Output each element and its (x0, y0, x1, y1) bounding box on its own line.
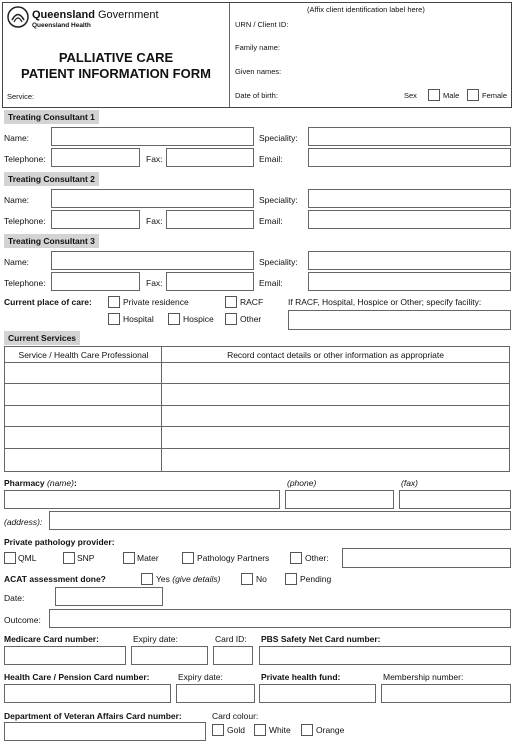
other-care-label: Other (240, 314, 262, 324)
pathology-other-label: Other: (305, 553, 329, 563)
consultant-2-name-input[interactable] (51, 189, 254, 208)
consultant-3-email-input[interactable] (308, 272, 511, 291)
consultant-1-telephone-label: Telephone: (4, 154, 46, 164)
consultant-1-speciality-input[interactable] (308, 127, 511, 146)
dva-card-input[interactable] (4, 722, 206, 741)
racf-label: RACF (240, 297, 264, 307)
pharmacy-phone-input[interactable] (285, 490, 394, 509)
pension-expiry-input[interactable] (176, 684, 255, 703)
pbs-card-label: PBS Safety Net Card number: (261, 634, 381, 644)
pbs-card-input[interactable] (259, 646, 511, 665)
services-row-2[interactable] (5, 383, 509, 401)
pension-card-label: Health Care / Pension Card number: (4, 672, 150, 682)
acat-date-label: Date: (4, 593, 25, 603)
specify-facility-input[interactable] (288, 310, 511, 330)
male-label: Male (443, 91, 460, 100)
services-table (4, 346, 510, 472)
place-of-care-label: Current place of care: (4, 297, 92, 307)
acat-yes-label: Yes (156, 574, 170, 584)
hospital-label: Hospital (123, 314, 154, 324)
pharmacy-fax-input[interactable] (399, 490, 511, 509)
consultant-3-heading: Treating Consultant 3 (4, 234, 99, 248)
hospital-checkbox[interactable] (108, 313, 120, 325)
acat-no-checkbox[interactable] (241, 573, 253, 585)
consultant-1-email-label: Email: (259, 154, 283, 164)
consultant-3-name-input[interactable] (51, 251, 254, 270)
orange-label: Orange (316, 725, 345, 735)
consultant-3-telephone-input[interactable] (51, 272, 140, 291)
header-divider (229, 3, 230, 107)
pharmacy-label-group (4, 478, 77, 488)
male-checkbox[interactable] (428, 89, 440, 101)
service-label: Service: (7, 92, 35, 101)
pharmacy-phone-label: (phone) (287, 478, 317, 488)
consultant-2-email-input[interactable] (308, 210, 511, 229)
card-colour-label: Card colour: (212, 711, 259, 721)
pathology-label: Private pathology provider: (4, 537, 115, 547)
acat-pending-label: Pending (300, 574, 332, 584)
pharmacy-address-label: (address): (4, 517, 43, 527)
pathology-partners-checkbox[interactable] (182, 552, 194, 564)
membership-label: Membership number: (383, 672, 464, 682)
female-checkbox[interactable] (467, 89, 479, 101)
pharmacy-name-hint: (name) (47, 478, 74, 488)
org-suffix: Government (98, 9, 159, 21)
consultant-2-name-label: Name: (4, 195, 30, 205)
acat-outcome-input[interactable] (49, 609, 511, 628)
consultant-3-name-label: Name: (4, 257, 30, 267)
mater-checkbox[interactable] (123, 552, 135, 564)
medicare-card-id-label: Card ID: (215, 634, 247, 644)
acat-pending-checkbox[interactable] (285, 573, 297, 585)
snp-checkbox[interactable] (63, 552, 75, 564)
dva-card-label: Department of Veteran Affairs Card number: (4, 711, 182, 721)
pharmacy-colon: : (73, 478, 77, 488)
pathology-other-input[interactable] (342, 548, 511, 568)
other-care-checkbox[interactable] (225, 313, 237, 325)
acat-yes-checkbox[interactable] (141, 573, 153, 585)
consultant-1-telephone-input[interactable] (51, 148, 140, 167)
form-title-line1: PALLIATIVE CARE (58, 50, 174, 65)
medicare-card-id-input[interactable] (213, 646, 253, 665)
consultant-2-speciality-label: Speciality: (259, 195, 298, 205)
consultant-1-heading: Treating Consultant 1 (4, 110, 99, 124)
consultant-3-speciality-input[interactable] (308, 251, 511, 270)
pension-card-input[interactable] (4, 684, 171, 703)
consultant-2-heading: Treating Consultant 2 (4, 172, 99, 186)
consultant-1-email-input[interactable] (308, 148, 511, 167)
consultant-2-speciality-input[interactable] (308, 189, 511, 208)
consultant-1-name-label: Name: (4, 133, 30, 143)
consultant-3-fax-label: Fax: (146, 278, 163, 288)
sex-label: Sex (404, 91, 417, 100)
medicare-expiry-label: Expiry date: (133, 634, 178, 644)
pathology-other-checkbox[interactable] (290, 552, 302, 564)
services-row-4[interactable] (5, 426, 509, 444)
consultant-3-email-label: Email: (259, 278, 283, 288)
consultant-1-name-input[interactable] (51, 127, 254, 146)
mater-label: Mater (137, 553, 159, 563)
consultant-3-telephone-label: Telephone: (4, 278, 46, 288)
consultant-2-telephone-label: Telephone: (4, 216, 46, 226)
pharmacy-name-input[interactable] (4, 490, 280, 509)
urn-label: URN / Client ID: (235, 20, 289, 29)
private-residence-checkbox[interactable] (108, 296, 120, 308)
snp-label: SNP (77, 553, 95, 563)
family-name-label: Family name: (235, 43, 281, 52)
current-services-heading: Current Services (4, 331, 80, 345)
consultant-2-email-label: Email: (259, 216, 283, 226)
consultant-2-fax-input[interactable] (166, 210, 254, 229)
hospice-checkbox[interactable] (168, 313, 180, 325)
acat-no-label: No (256, 574, 267, 584)
hospice-label: Hospice (183, 314, 214, 324)
medicare-expiry-input[interactable] (131, 646, 208, 665)
qml-label: QML (18, 553, 37, 563)
qld-logo-icon (7, 6, 29, 28)
org-name: Queensland (32, 9, 95, 21)
acat-yes-hint: (give details) (172, 574, 221, 584)
racf-checkbox[interactable] (225, 296, 237, 308)
pension-expiry-label: Expiry date: (178, 672, 223, 682)
consultant-3-fax-input[interactable] (166, 272, 254, 291)
services-row-3[interactable] (5, 405, 509, 423)
gold-label: Gold (227, 725, 245, 735)
health-fund-input[interactable] (259, 684, 376, 703)
medicare-card-label: Medicare Card number: (4, 634, 99, 644)
consultant-1-fax-label: Fax: (146, 154, 163, 164)
pharmacy-label: Pharmacy (4, 478, 45, 488)
form-title-line2: PATIENT INFORMATION FORM (21, 66, 211, 81)
orange-checkbox[interactable] (301, 724, 313, 736)
pathology-partners-label: Pathology Partners (197, 553, 270, 563)
white-label: White (269, 725, 291, 735)
consultant-2-fax-label: Fax: (146, 216, 163, 226)
membership-input[interactable] (381, 684, 511, 703)
female-label: Female (482, 91, 508, 100)
pharmacy-address-input[interactable] (49, 511, 511, 530)
services-row-1[interactable] (5, 362, 509, 380)
private-residence-label: Private residence (123, 297, 189, 307)
acat-label: ACAT assessment done? (4, 574, 106, 584)
consultant-3-speciality-label: Speciality: (259, 257, 298, 267)
pharmacy-fax-label: (fax) (401, 478, 418, 488)
services-row-5[interactable] (5, 448, 509, 466)
consultant-1-speciality-label: Speciality: (259, 133, 298, 143)
acat-date-input[interactable] (55, 587, 163, 606)
header (2, 2, 512, 108)
acat-yes-group (156, 574, 220, 584)
given-names-label: Given names: (235, 67, 282, 76)
health-fund-label: Private health fund: (261, 672, 341, 682)
services-col1-header: Service / Health Care Professional (18, 350, 149, 360)
consultant-1-fax-input[interactable] (166, 148, 254, 167)
services-col2-header: Record contact details or other information as appropriate (227, 350, 444, 360)
acat-outcome-label: Outcome: (4, 615, 41, 625)
consultant-2-telephone-input[interactable] (51, 210, 140, 229)
gold-checkbox[interactable] (212, 724, 224, 736)
qml-checkbox[interactable] (4, 552, 16, 564)
affix-note: (Affix client identification label here) (307, 5, 425, 14)
white-checkbox[interactable] (254, 724, 266, 736)
org-sub: Queensland Health (32, 22, 91, 29)
specify-facility-label: If RACF, Hospital, Hospice or Other; specify facility: (288, 297, 482, 307)
dob-label: Date of birth: (235, 91, 278, 100)
medicare-card-input[interactable] (4, 646, 126, 665)
